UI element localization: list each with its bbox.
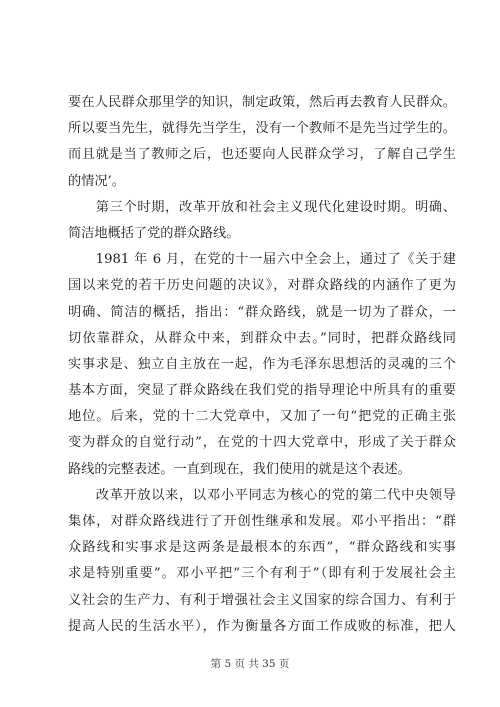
text-line: 变为群众的自觉行动”，在党的十四大党章中，形成了关于群众 [68, 435, 456, 451]
text-line: 明确、简洁的概括，指出：“群众路线，就是一切为了群众，一 [68, 304, 456, 320]
text-line: 众路线和实事求是这两条是最根本的东西”，“群众路线和实事 [68, 540, 456, 556]
text-line: 实事求是、独立自主放在一起，作为毛泽东思想活的灵魂的三个 [68, 356, 456, 372]
text-line: 义社会的生产力、有利于增强社会主义国家的综合国力、有利于 [68, 592, 456, 608]
text-line: 路线的完整表述。一直到现在，我们使用的就是这个表述。 [68, 461, 411, 477]
text-line: 改革开放以来，以邓小平同志为核心的党的第二代中央领导 [68, 487, 456, 503]
text-line: 而且就是当了教师之后，也还要向人民群众学习，了解自己学生 [68, 147, 456, 163]
text-line: 国以来党的若干历史问题的决议》，对群众路线的内涵作了更为 [68, 278, 456, 294]
body-text [68, 90, 456, 640]
text-line: 集体，对群众路线进行了开创性继承和发展。邓小平指出：“群 [68, 514, 456, 529]
text-line: 要在人民群众那里学的知识，制定政策，然后再去教育人民群众。 [68, 95, 456, 110]
text-line: 所以要当先生，就得先当学生，没有一个教师不是先当过学生的。 [68, 121, 456, 137]
text-line: 的情况’。 [68, 173, 125, 189]
page-footer: 第 5 页 共 35 页 [210, 658, 290, 670]
text-line: 提高人民的生活水平），作为衡量各方面工作成败的标准，把人 [68, 618, 456, 634]
text-line: 地位。后来，党的十二大党章中，又加了一句“把党的正确主张 [68, 409, 456, 425]
text-line: 第三个时期，改革开放和社会主义现代化建设时期。明确、 [68, 199, 456, 215]
text-line: 基本方面，突显了群众路线在我们党的指导理论中所具有的重要 [68, 383, 456, 399]
text-line: 切依靠群众，从群众中来，到群众中去。”同时，把群众路线同 [68, 330, 456, 346]
text-line: 求是特别重要”。邓小平把“三个有利于”（即有利于发展社会主 [68, 566, 456, 582]
text-line: 简洁地概括了党的群众路线。 [68, 225, 240, 241]
text-line: 1981 年 6 月，在党的十一届六中全会上，通过了《关于建 [68, 252, 456, 268]
